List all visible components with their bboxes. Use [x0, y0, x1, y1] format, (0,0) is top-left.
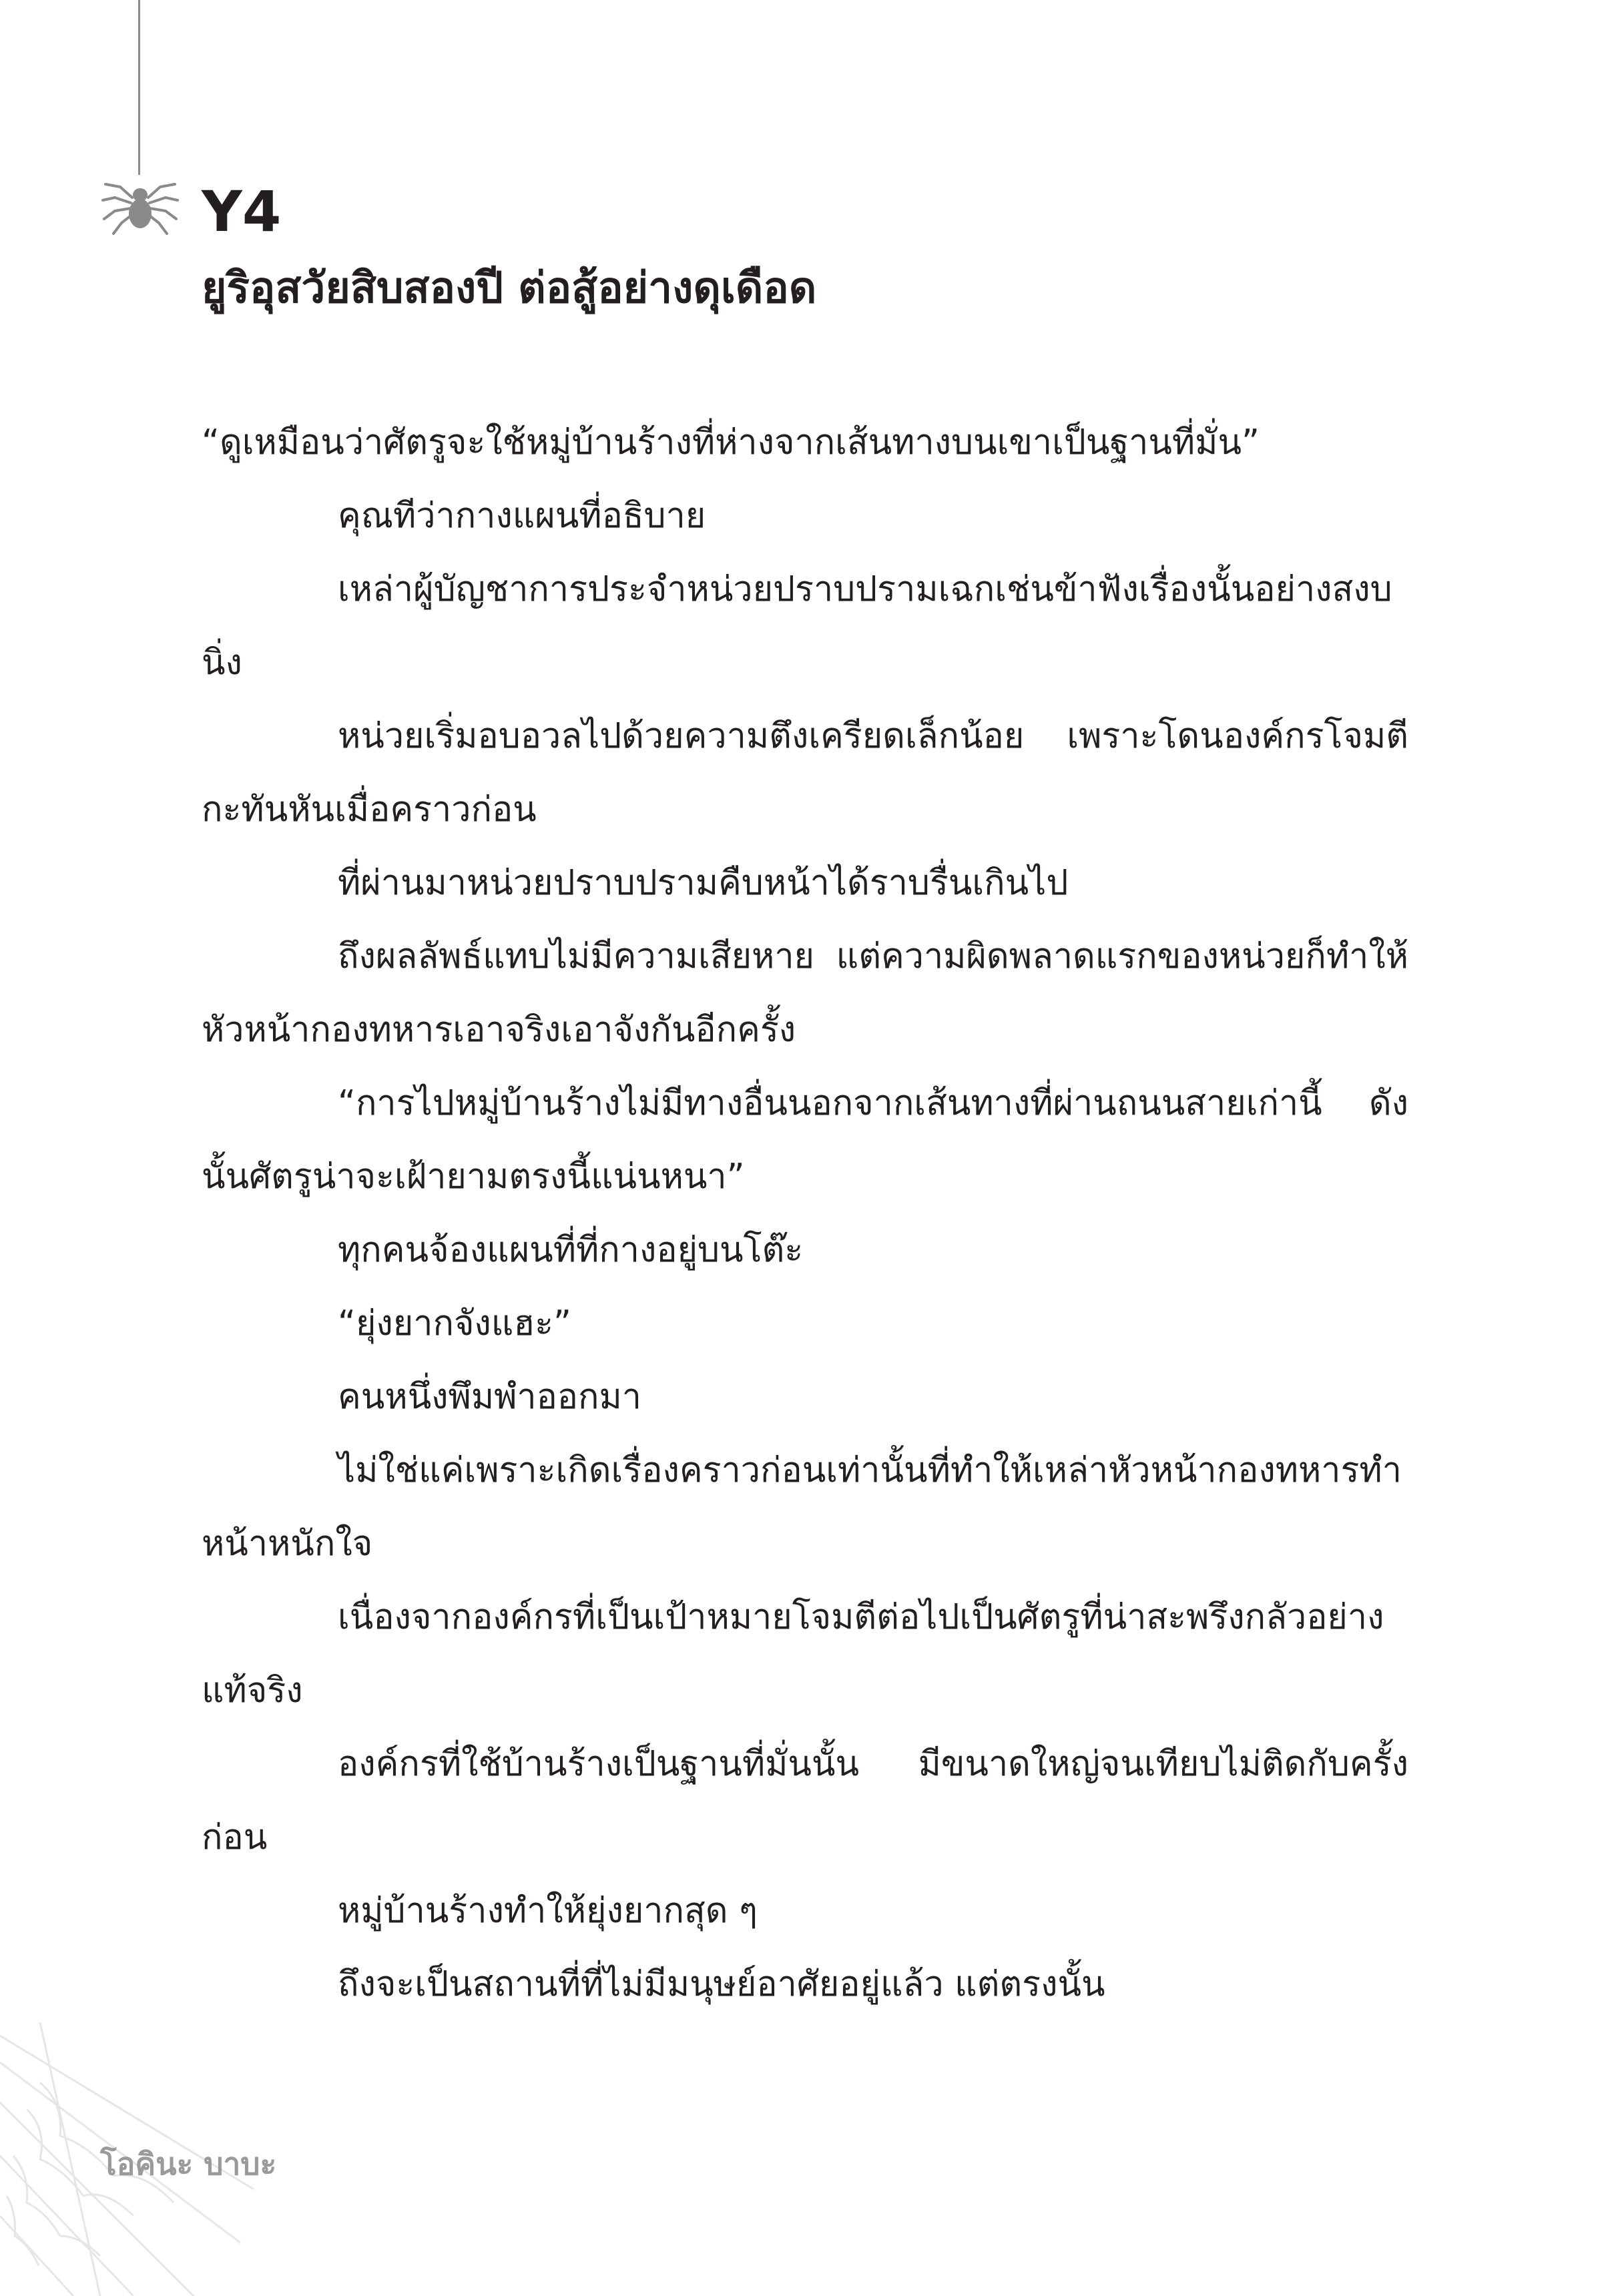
chapter-number: Y4	[202, 179, 282, 244]
paragraph: คุณทีว่ากางแผนที่อธิบาย	[338, 496, 706, 536]
paragraph: หมู่บ้านร้างทำให้ยุ่งยากสุด ๆ	[338, 1891, 758, 1931]
paragraph: เนื่องจากองค์กรที่เป็นเป้าหมายโจมตีต่อไปเป็นศัตรูที่น่าสะพรึงกลัวอย่างแท้จริง	[202, 1597, 1384, 1711]
paragraph: “การไปหมู่บ้านร้างไม่มีทางอื่นนอกจากเส้นทางที่ผ่านถนนสายเก่านี้ ดังนั้นศัตรูน่าจะเฝ้ายามตรงนี้แน่นหนา”	[202, 1083, 1408, 1197]
body-text	[202, 406, 1408, 2021]
paragraph: ถึงจะเป็นสถานที่ที่ไม่มีมนุษย์อาศัยอยู่แล้ว แต่ตรงนั้น	[338, 1964, 1105, 2004]
spider-icon	[100, 167, 180, 240]
paragraph: ทุกคนจ้องแผนที่ที่กางอยู่บนโต๊ะ	[338, 1230, 804, 1270]
paragraph: หน่วยเริ่มอบอวลไปด้วยความตึงเครียดเล็กน้อย เพราะโดนองค์กรโจมตีกะทันหันเมื่อคราวก่อน	[202, 716, 1408, 830]
paragraph: คนหนึ่งพึมพำออกมา	[338, 1377, 641, 1417]
footer-author: โอคินะ บาบะ	[100, 2146, 277, 2182]
paragraph: ถึงผลลัพธ์แทบไม่มีความเสียหาย แต่ความผิดพลาดแรกของหน่วยก็ทำให้หัวหน้ากองทหารเอาจริงเอาจังกันอีกครั้ง	[202, 936, 1408, 1050]
paragraph: “ยุ่งยากจังแฮะ”	[338, 1304, 571, 1344]
paragraph: “ดูเหมือนว่าศัตรูจะใช้หมู่บ้านร้างที่ห่างจากเส้นทางบนเขาเป็นฐานที่มั่น”	[202, 422, 1260, 463]
spider-thread	[138, 0, 140, 175]
paragraph: เหล่าผู้บัญชาการประจำหน่วยปราบปรามเฉกเช่นข้าฟังเรื่องนั้นอย่างสงบนิ่ง	[202, 569, 1392, 683]
chapter-title: ยูริอุสวัยสิบสองปี ต่อสู้อย่างดุเดือด	[202, 264, 817, 313]
paragraph: ไม่ใช่แค่เพราะเกิดเรื่องคราวก่อนเท่านั้นที่ทำให้เหล่าหัวหน้ากองทหารทำหน้าหนักใจ	[202, 1450, 1402, 1564]
paragraph: องค์กรที่ใช้บ้านร้างเป็นฐานที่มั่นนั้น มีขนาดใหญ่จนเทียบไม่ติดกับครั้งก่อน	[202, 1744, 1408, 1857]
paragraph: ที่ผ่านมาหน่วยปราบปรามคืบหน้าได้ราบรื่นเกินไป	[338, 863, 1069, 903]
